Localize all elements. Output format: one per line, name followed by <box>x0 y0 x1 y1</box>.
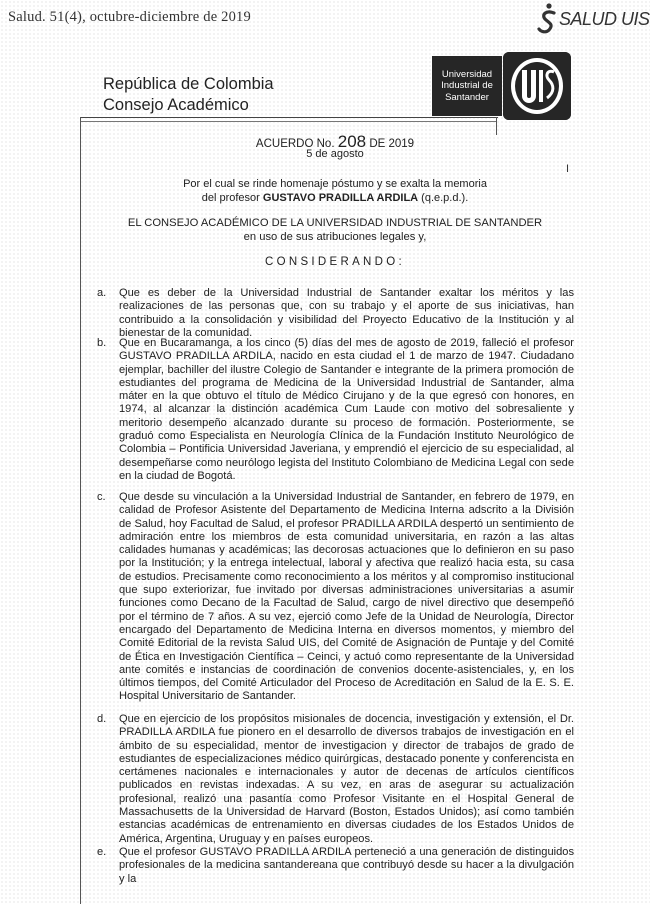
frame-top-rule <box>80 117 498 118</box>
item-letter: e. <box>97 846 107 858</box>
university-name-line1: Universidad <box>441 68 493 80</box>
margin-mark: I <box>566 163 570 175</box>
running-head: Salud. 51(4), octubre-diciembre de 2019 <box>8 9 251 25</box>
agreement-purpose <box>100 177 570 205</box>
considerando-heading: CONSIDERANDO: <box>264 256 406 268</box>
agreement-prefix: ACUERDO No. <box>255 138 335 150</box>
agreement-number: 208 <box>337 132 367 151</box>
university-name-line3: Santander <box>445 91 489 103</box>
council-line: Consejo Académico <box>103 96 249 114</box>
uis-logo-icon <box>503 52 571 120</box>
purpose-line1: Por el cual se rinde homenaje póstumo y se exalta la memoria <box>183 178 487 190</box>
frame-left-rule <box>80 117 81 904</box>
item-letter: a. <box>97 287 107 299</box>
agreement-date: 5 de agosto <box>306 148 364 160</box>
purpose-suffix: (q.e.p.d.). <box>421 192 469 204</box>
council-line2: en uso de sus atribuciones legales y, <box>243 231 427 243</box>
university-name-line2: Industrial de <box>441 80 493 92</box>
council-line1: EL CONSEJO ACADÉMICO DE LA UNIVERSIDAD INDUSTRIAL DE SANTANDER <box>127 217 543 229</box>
purpose-line2 <box>100 191 570 205</box>
item-letter: c. <box>97 491 106 503</box>
item-text: Que en Bucaramanga, a los cinco (5) días del mes de agosto de 2019, falleció el profesor GUSTAVO PRADILLA ARDILA, nacido en esta ciudad el 1 de marzo de 1947. Ciudadano ejemplar, bachiller del ilustre Colegio de Santander e integrante de la primera promoción de estudiantes del programa de Medicina de la Universidad Industrial de Santander, alma máter en la que obtuvo el título de Médico Cirujano y de la que egresó con honores, en 1974, al alcanzar la distinción académica Cum Laude con motivo del sobresaliente y meritorio desempeño alcanzado durante su proceso de formación. Posteriormente, se graduó como Especialista en Neurología Clínica de la Fundación Instituto Neurológico de Colombia – Pontificia Universidad Javeriana, y emprendió el ejercicio de su especialidad, al desempeñarse como neurólogo legista del Instituto Colombiano de Medicina Legal con sede en la ciudad de Bogotá. <box>119 337 574 482</box>
item-letter: d. <box>97 713 107 725</box>
institution-heading <box>103 74 274 116</box>
item-letter: b. <box>97 337 107 349</box>
item-text: Que es deber de la Universidad Industrial de Santander exaltar los méritos y las realizaciones de las personas que, con su trabajo y el aporte de sus iniciativas, han contribuido a la consolidación y visibilidad del Proyecto Educativo de la Institución y al bienestar de la comunidad. <box>119 287 574 339</box>
council-statement <box>100 216 570 244</box>
university-name-box <box>432 56 502 116</box>
republic-line: República de Colombia <box>103 75 274 93</box>
item-text: Que en ejercicio de los propósitos misionales de docencia, investigación y extensión, el Dr. PRADILLA ARDILA fue pionero en el desarrollo de diversos trabajos de investigación en el ámbito de su especialidad, mentor de investigacion y director de trabajos de grado de estudiantes de especializaciones médico quirúrgicas, destacado ponente y conferencista en certámenes nacionales e internacionales y autor de decenas de artículos científicos publicados en revistas indexadas. A su vez, en aras de asegurar su actualización profesional, realizó una pasantía como Profesor Visitante en el Hospital General de Massachusetts de la Universidad de Harvard (Boston, Estados Unidos); así como también estancias académicas de entrenamiento en diversas ciudades de los Estados Unidos de América, Argentina, Uruguay y en países europeos. <box>119 713 574 845</box>
agreement-suffix: DE 2019 <box>369 138 415 150</box>
frame-top-rule-inner <box>80 121 496 122</box>
item-text: Que el profesor GUSTAVO PRADILLA ARDILA perteneció a una generación de distinguidos profesionales de la medicina santandereana que contribuyó desde su hacer a la divulgación y la <box>119 846 574 885</box>
honoree-name: GUSTAVO PRADILLA ARDILA <box>262 192 419 204</box>
journal-logo <box>537 2 650 36</box>
purpose-prefix: del profesor <box>201 192 260 204</box>
journal-logo-text: SALUD UIS <box>559 9 650 29</box>
item-text: Que desde su vinculación a la Universidad Industrial de Santander, en febrero de 1979, en calidad de Profesor Asistente del Departamento de Medicina Interna adscrito a la División de Salud, hoy Facultad de Salud, el profesor PRADILLA ARDILA despertó un sentimiento de admiración entre los miembros de esta comunidad universitaria, en razón a las altas calidades humanas y académicas; las decorosas actuaciones que lo definieron en su paso por la Institución; y la entrega intelectual, laboral y afectiva que realizó hacia esta, su casa de estudios. Precisamente como reconocimiento a los méritos y al compromiso institucional que supo exteriorizar, fue invitado por diversas administraciones universitarias a asumir funciones como Decano de la Facultad de Salud, cargo de nivel directivo que desempeñó por el término de 7 años. A su vez, ejerció como Jefe de la Unidad de Neurología, Director encargado del Departamento de Medicina Interna en diversos momentos, y miembro del Comité Editorial de la revista Salud UIS, del Comité de Asignación de Puntaje y del Comité de Ética en Investigación Científica – Ceinci, y actuó como representante de la Universidad ante comités e instancias de coordinación de convenios docente-asistenciales, y, en los últimos tiempos, del Comité Articulador del Proceso de Acreditación en Salud de la E. S. E. Hospital Universitario de Santander. <box>119 491 574 703</box>
journal-logo-icon <box>537 2 559 34</box>
